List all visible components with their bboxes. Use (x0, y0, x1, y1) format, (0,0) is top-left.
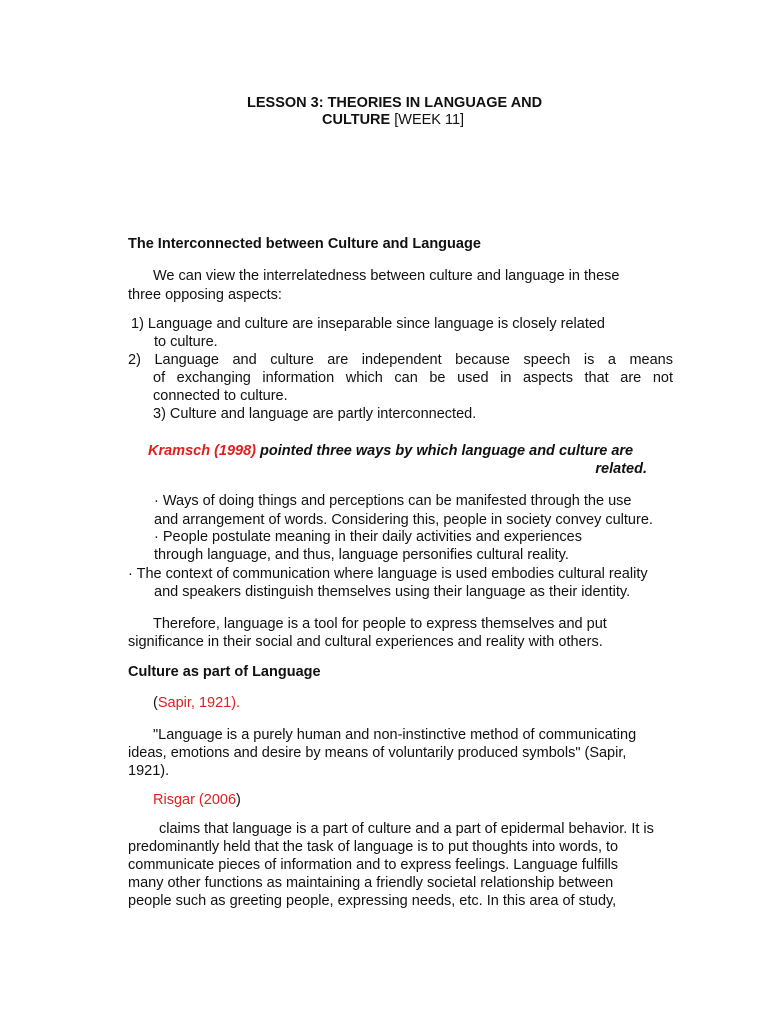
bullet1-line2: and arrangement of words. Considering this, people in society convey culture. (154, 512, 653, 528)
sapir-citation-line (153, 695, 240, 711)
risgar-para-line4: many other functions as maintaining a friendly societal relationship between (128, 875, 614, 891)
kramsch-line2: related. (595, 461, 647, 477)
conclusion-line2: significance in their social and cultural experiences and reality with others. (128, 634, 603, 650)
intro-line1: We can view the interrelatedness between culture and language in these (153, 268, 620, 284)
quote-line2: ideas, emotions and desire by means of voluntarily produced symbols" (Sapir, (128, 745, 627, 761)
list-item-3: 3) Culture and language are partly interconnected. (153, 406, 477, 422)
bullet3-line2: and speakers distinguish themselves using their language as their identity. (154, 584, 631, 600)
bullet2-line2: through language, and thus, language personifies cultural reality. (154, 547, 569, 563)
risgar-para-line5: people such as greeting people, expressing needs, etc. In this area of study, (128, 893, 617, 909)
list-item-1-line2: to culture. (154, 334, 218, 350)
kramsch-line1-text: pointed three ways by which language and culture are (260, 443, 634, 459)
bullet1-line1: · Ways of doing things and perceptions can be manifested through the use (154, 493, 632, 509)
lesson-title-line2 (322, 112, 464, 128)
bullet2-line1: · People postulate meaning in their daily activities and experiences (154, 529, 582, 545)
risgar-para-line1: claims that language is a part of culture and a part of epidermal behavior. It is (159, 821, 654, 837)
sapir-citation: Sapir, 1921). (157, 695, 241, 711)
kramsch-line1 (148, 443, 633, 459)
bullet3-line1: · The context of communication where language is used embodies cultural reality (128, 566, 648, 582)
sapir-open-paren: ( (153, 695, 158, 711)
intro-line2: three opposing aspects: (128, 287, 282, 303)
lesson-title-culture: CULTURE (322, 112, 391, 128)
risgar-citation-line (153, 792, 241, 808)
list-item-2-line1: 2) Language and culture are independent because speech is a means (128, 352, 673, 368)
risgar-para-line3: communicate pieces of information and to express feelings. Language fulfills (128, 857, 619, 873)
list-item-2-line3: connected to culture. (153, 388, 288, 404)
kramsch-citation: Kramsch (1998) (148, 443, 256, 459)
lesson-title-line1: LESSON 3: THEORIES IN LANGUAGE AND (247, 95, 543, 111)
section-heading-interconnected: The Interconnected between Culture and Language (128, 236, 481, 252)
risgar-citation: Risgar (2006 (153, 792, 237, 808)
lesson-title-week: [WEEK 11] (394, 112, 465, 128)
section-heading-culture-part: Culture as part of Language (128, 664, 321, 680)
risgar-close-paren: ) (236, 792, 241, 808)
conclusion-line1: Therefore, language is a tool for people to express themselves and put (153, 616, 607, 632)
quote-line3: 1921). (128, 763, 170, 779)
risgar-para-line2: predominantly held that the task of language is to put thoughts into words, to (128, 839, 619, 855)
list-item-1-line1: 1) Language and culture are inseparable since language is closely related (131, 316, 605, 332)
quote-line1: "Language is a purely human and non-instinctive method of communicating (153, 727, 637, 743)
list-item-2-line2: of exchanging information which can be used in aspects that are not (153, 370, 673, 386)
